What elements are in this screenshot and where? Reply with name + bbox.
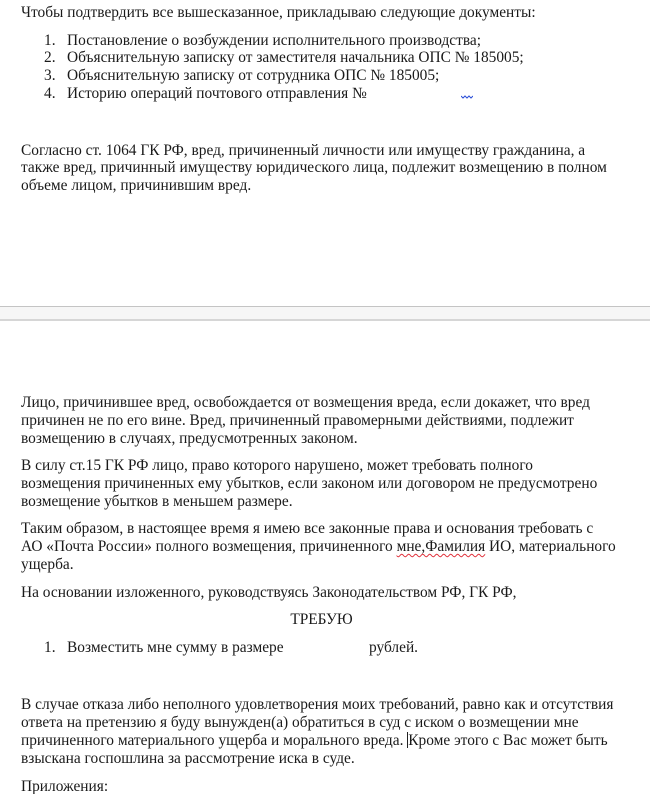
list-item: Объяснительную записку от заместителя начальника ОПС № 185005; [67, 49, 524, 66]
paragraph-line: Лицо, причинившее вред, освобождается от возмещения вреда, если докажет, что вред [21, 394, 590, 411]
list-number: 1. [44, 639, 56, 656]
document-page-2[interactable] [0, 321, 650, 794]
list-item: Объяснительную записку от сотрудника ОПС № 185005; [67, 67, 440, 84]
text-run: АО «Почта России» полного возмещения, причиненного [21, 538, 397, 555]
list-number: 1. [44, 32, 56, 49]
paragraph-line [21, 538, 616, 556]
attachments-label: Приложения: [21, 778, 109, 794]
text-run: ИО, материального [485, 538, 616, 555]
paragraph-line [21, 732, 608, 750]
paragraph-line: причинен не по его вине. Вред, причиненный правомерными действиями, подлежит [21, 412, 574, 429]
basis-paragraph: На основании изложенного, руководствуясь Законодательством РФ, ГК РФ, [21, 584, 517, 601]
paragraph-line: ущерба. [21, 556, 74, 573]
misspelled-word[interactable]: мне,Фамилия [396, 538, 486, 555]
paragraph-line: В силу ст.15 ГК РФ лицо, право которого нарушено, может требовать полного [21, 457, 533, 474]
paragraph-line: Таким образом, в настоящее время я имею все законные права и основания требовать с [21, 520, 594, 537]
list-number: 3. [44, 67, 56, 84]
text-run: Кроме этого с Вас может быть [408, 732, 608, 749]
paragraph-line: В случае отказа либо неполного удовлетворения моих требований, равно как и отсутствия [21, 696, 614, 713]
list-item: Постановление о возбуждении исполнительного производства; [67, 32, 482, 49]
list-item: Возместить мне сумму в размере [67, 639, 284, 656]
grammar-check-squiggle-icon[interactable] [461, 95, 473, 99]
demand-heading: ТРЕБУЮ [290, 611, 353, 628]
paragraph-line: Согласно ст. 1064 ГК РФ, вред, причиненный личности или имуществу гражданина, а [21, 142, 586, 159]
text-run: причиненного материального ущерба и морального вреда. [21, 732, 408, 749]
paragraph-line: возмещения причиненных ему убытков, если законом или договором не предусмотрено [21, 475, 598, 492]
list-number: 4. [44, 85, 56, 102]
document-page-1[interactable] [0, 0, 650, 306]
page-break-gap [0, 306, 650, 321]
list-item: Историю операций почтового отправления № [67, 85, 367, 102]
intro-paragraph: Чтобы подтвердить все вышесказанное, прикладываю следующие документы: [21, 4, 536, 21]
paragraph-line: ответа на претензию я буду вынужден(а) обратиться в суд с иском о возмещении мне [21, 714, 579, 731]
paragraph-line: объеме лицом, причинившим вред. [21, 177, 252, 194]
paragraph-line: возмещению в случаях, предусмотренных законом. [21, 430, 358, 447]
paragraph-line: также вред, причинный имуществу юридического лица, подлежит возмещению в полном [21, 159, 607, 176]
paragraph-line: взыскана госпошлина за рассмотрение иска в суде. [21, 750, 355, 767]
list-number: 2. [44, 49, 56, 66]
list-item-suffix: рублей. [369, 639, 419, 656]
paragraph-line: возмещение убытков в меньшем размере. [21, 493, 293, 510]
